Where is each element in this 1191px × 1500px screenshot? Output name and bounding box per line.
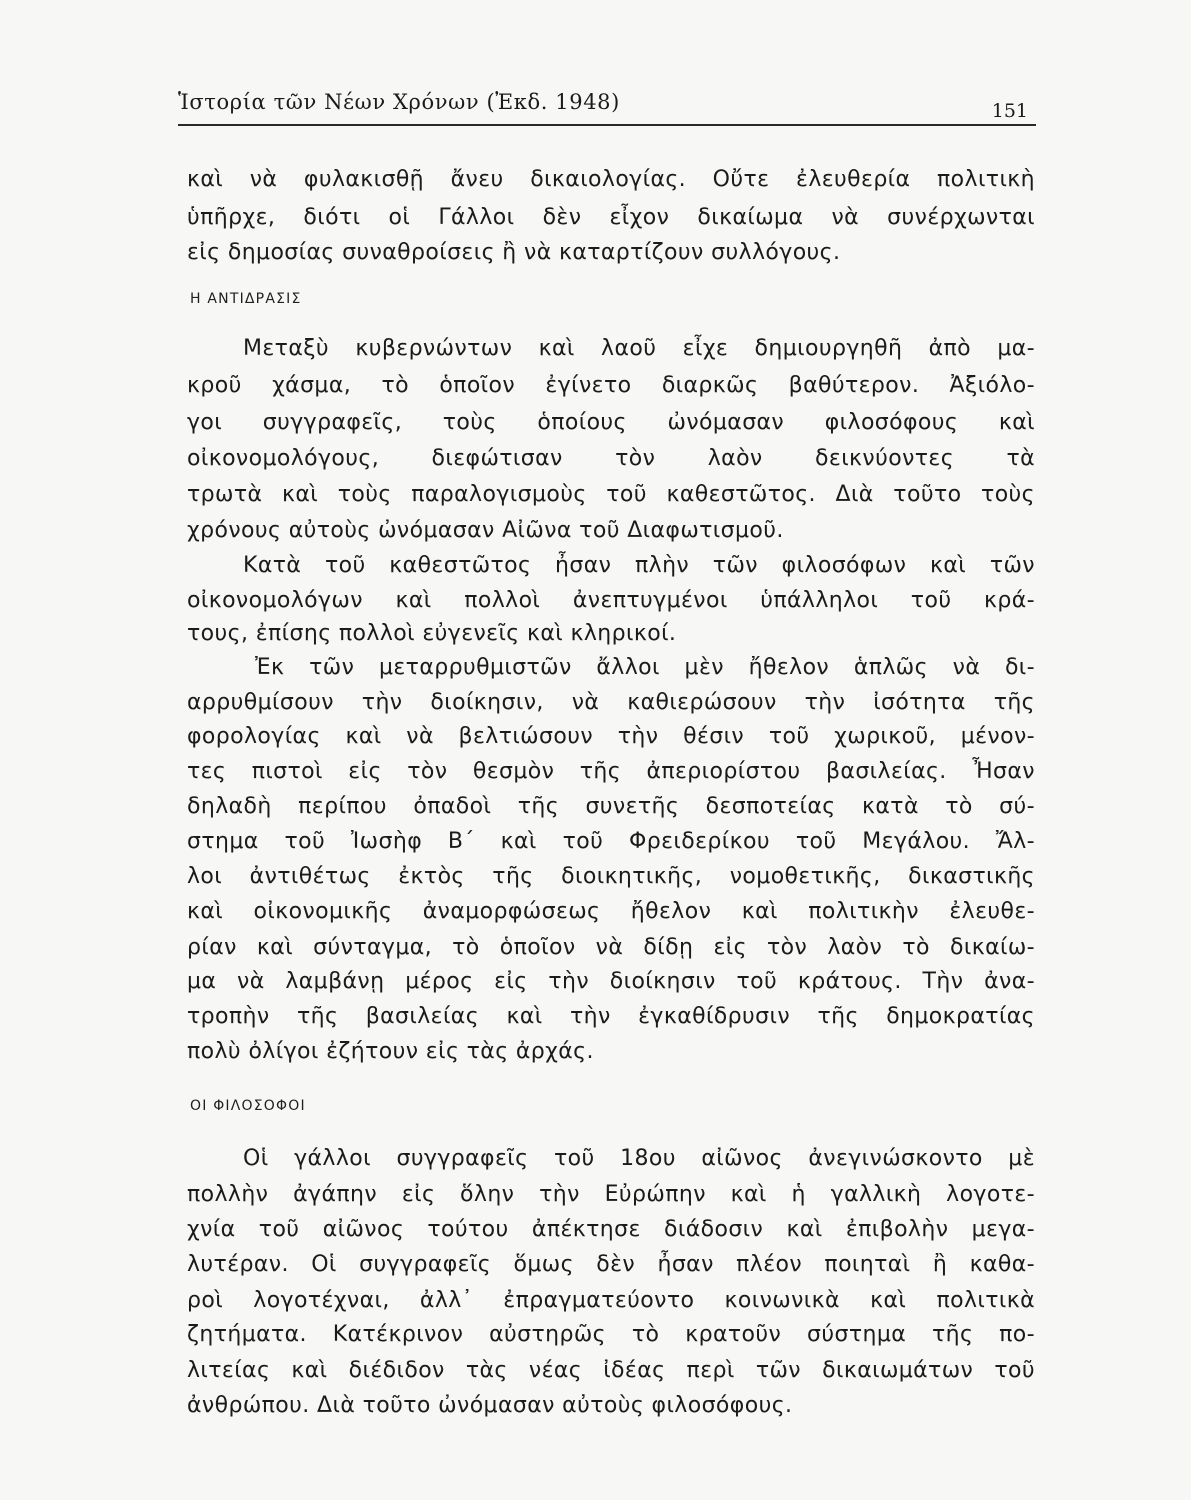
text-line: γοι συγγραφεῖς, τοὺς ὁποίους ὠνόμασαν φιλοσόφους καὶ [187,410,1035,435]
header-title: Ἱστορία τῶν Νέων Χρόνων (Ἐκδ. 1948) [178,90,620,114]
text-line: δηλαδὴ περίπου ὀπαδοὶ τῆς συνετῆς δεσποτείας κατὰ τὸ σύ- [187,794,1035,819]
text-line: τους, ἐπίσης πολλοὶ εὐγενεῖς καὶ κληρικοί. [187,621,677,646]
text-line: στημα τοῦ Ἰωσὴφ Β΄ καὶ τοῦ Φρειδερίκου τοῦ Μεγάλου. Ἄλ- [187,829,1035,854]
text-line: πολὺ ὀλίγοι ἐζήτουν εἰς τὰς ἀρχάς. [187,1039,594,1064]
text-line: λοι ἀντιθέτως ἐκτὸς τῆς διοικητικῆς, νομοθετικῆς, δικαστικῆς [187,864,1035,889]
text-line: ὑπῆρχε, διότι οἱ Γάλλοι δὲν εἶχον δικαίωμα νὰ συνέρχωνται [187,205,1035,230]
text-line: φορολογίας καὶ νὰ βελτιώσουν τὴν θέσιν τοῦ χωρικοῦ, μένον- [187,724,1035,749]
section-heading: ΟΙ ΦΙΛΟΣΟΦΟΙ [190,1098,306,1114]
running-header [178,88,1036,126]
text-line: χρόνους αὐτοὺς ὠνόμασαν Αἰῶνα τοῦ Διαφωτισμοῦ. [187,518,784,543]
text-line: Μεταξὺ κυβερνώντων καὶ λαοῦ εἶχε δημιουργηθῆ ἀπὸ μα- [243,336,1035,361]
text-line: λιτείας καὶ διέδιδον τὰς νέας ἰδέας περὶ τῶν δικαιωμάτων τοῦ [187,1358,1035,1383]
page-number: 151 [991,100,1028,122]
text-line: ἀνθρώπου. Διὰ τοῦτο ὠνόμασαν αὐτοὺς φιλοσόφους. [187,1393,793,1418]
text-line: κροῦ χάσμα, τὸ ὁποῖον ἐγίνετο διαρκῶς βαθύτερον. Ἀξιόλο- [187,373,1035,398]
text-line: ρίαν καὶ σύνταγμα, τὸ ὁποῖον νὰ δίδῃ εἰς τὸν λαὸν τὸ δικαίω- [187,935,1035,960]
section-heading: Η ΑΝΤΙΔΡΑΣΙΣ [190,291,302,307]
text-line: ζητήματα. Κατέκρινον αὐστηρῶς τὸ κρατοῦν σύστημα τῆς πο- [187,1322,1035,1347]
text-line: οἰκονομολόγων καὶ πολλοὶ ἀνεπτυγμένοι ὑπάλληλοι τοῦ κρά- [187,588,1035,613]
text-line: πολλὴν ἀγάπην εἰς ὅλην τὴν Εὐρώπην καὶ ἡ γαλλικὴ λογοτε- [187,1182,1035,1207]
text-line: αρρυθμίσουν τὴν διοίκησιν, νὰ καθιερώσουν τὴν ἰσότητα τῆς [187,690,1035,715]
text-line: λυτέραν. Οἱ συγγραφεῖς ὅμως δὲν ἦσαν πλέον ποιηταὶ ἢ καθα- [187,1252,1035,1277]
text-line: καὶ οἰκονομικῆς ἀναμορφώσεως ἤθελον καὶ πολιτικὴν ἐλευθε- [187,899,1035,924]
text-line: μα νὰ λαμβάνῃ μέρος εἰς τὴν διοίκησιν τοῦ κράτους. Τὴν ἀνα- [187,969,1035,994]
text-line: ροὶ λογοτέχναι, ἀλλ᾽ ἐπραγματεύοντο κοινωνικὰ καὶ πολιτικὰ [187,1288,1035,1313]
text-line: τες πιστοὶ εἰς τὸν θεσμὸν τῆς ἀπεριορίστου βασιλείας. Ἦσαν [187,759,1035,784]
text-line: τροπὴν τῆς βασιλείας καὶ τὴν ἐγκαθίδρυσιν τῆς δημοκρατίας [187,1004,1035,1029]
text-line: Οἱ γάλλοι συγγραφεῖς τοῦ 18ου αἰῶνος ἀνεγινώσκοντο μὲ [243,1146,1035,1171]
text-line: Ἐκ τῶν μεταρρυθμιστῶν ἄλλοι μὲν ἤθελον ἁπλῶς νὰ δι- [255,655,1035,680]
text-line: καὶ νὰ φυλακισθῇ ἄνευ δικαιολογίας. Οὔτε ἐλευθερία πολιτικὴ [187,167,1035,192]
text-line: τρωτὰ καὶ τοὺς παραλογισμοὺς τοῦ καθεστῶτος. Διὰ τοῦτο τοὺς [187,482,1035,507]
text-line: εἰς δημοσίας συναθροίσεις ἢ νὰ καταρτίζουν συλλόγους. [187,240,841,265]
text-line: οἰκονομολόγους, διεφώτισαν τὸν λαὸν δεικνύοντες τὰ [187,446,1035,471]
text-line: χνία τοῦ αἰῶνος τούτου ἀπέκτησε διάδοσιν καὶ ἐπιβολὴν μεγα- [187,1217,1035,1242]
text-line: Κατὰ τοῦ καθεστῶτος ἦσαν πλὴν τῶν φιλοσόφων καὶ τῶν [243,553,1035,578]
